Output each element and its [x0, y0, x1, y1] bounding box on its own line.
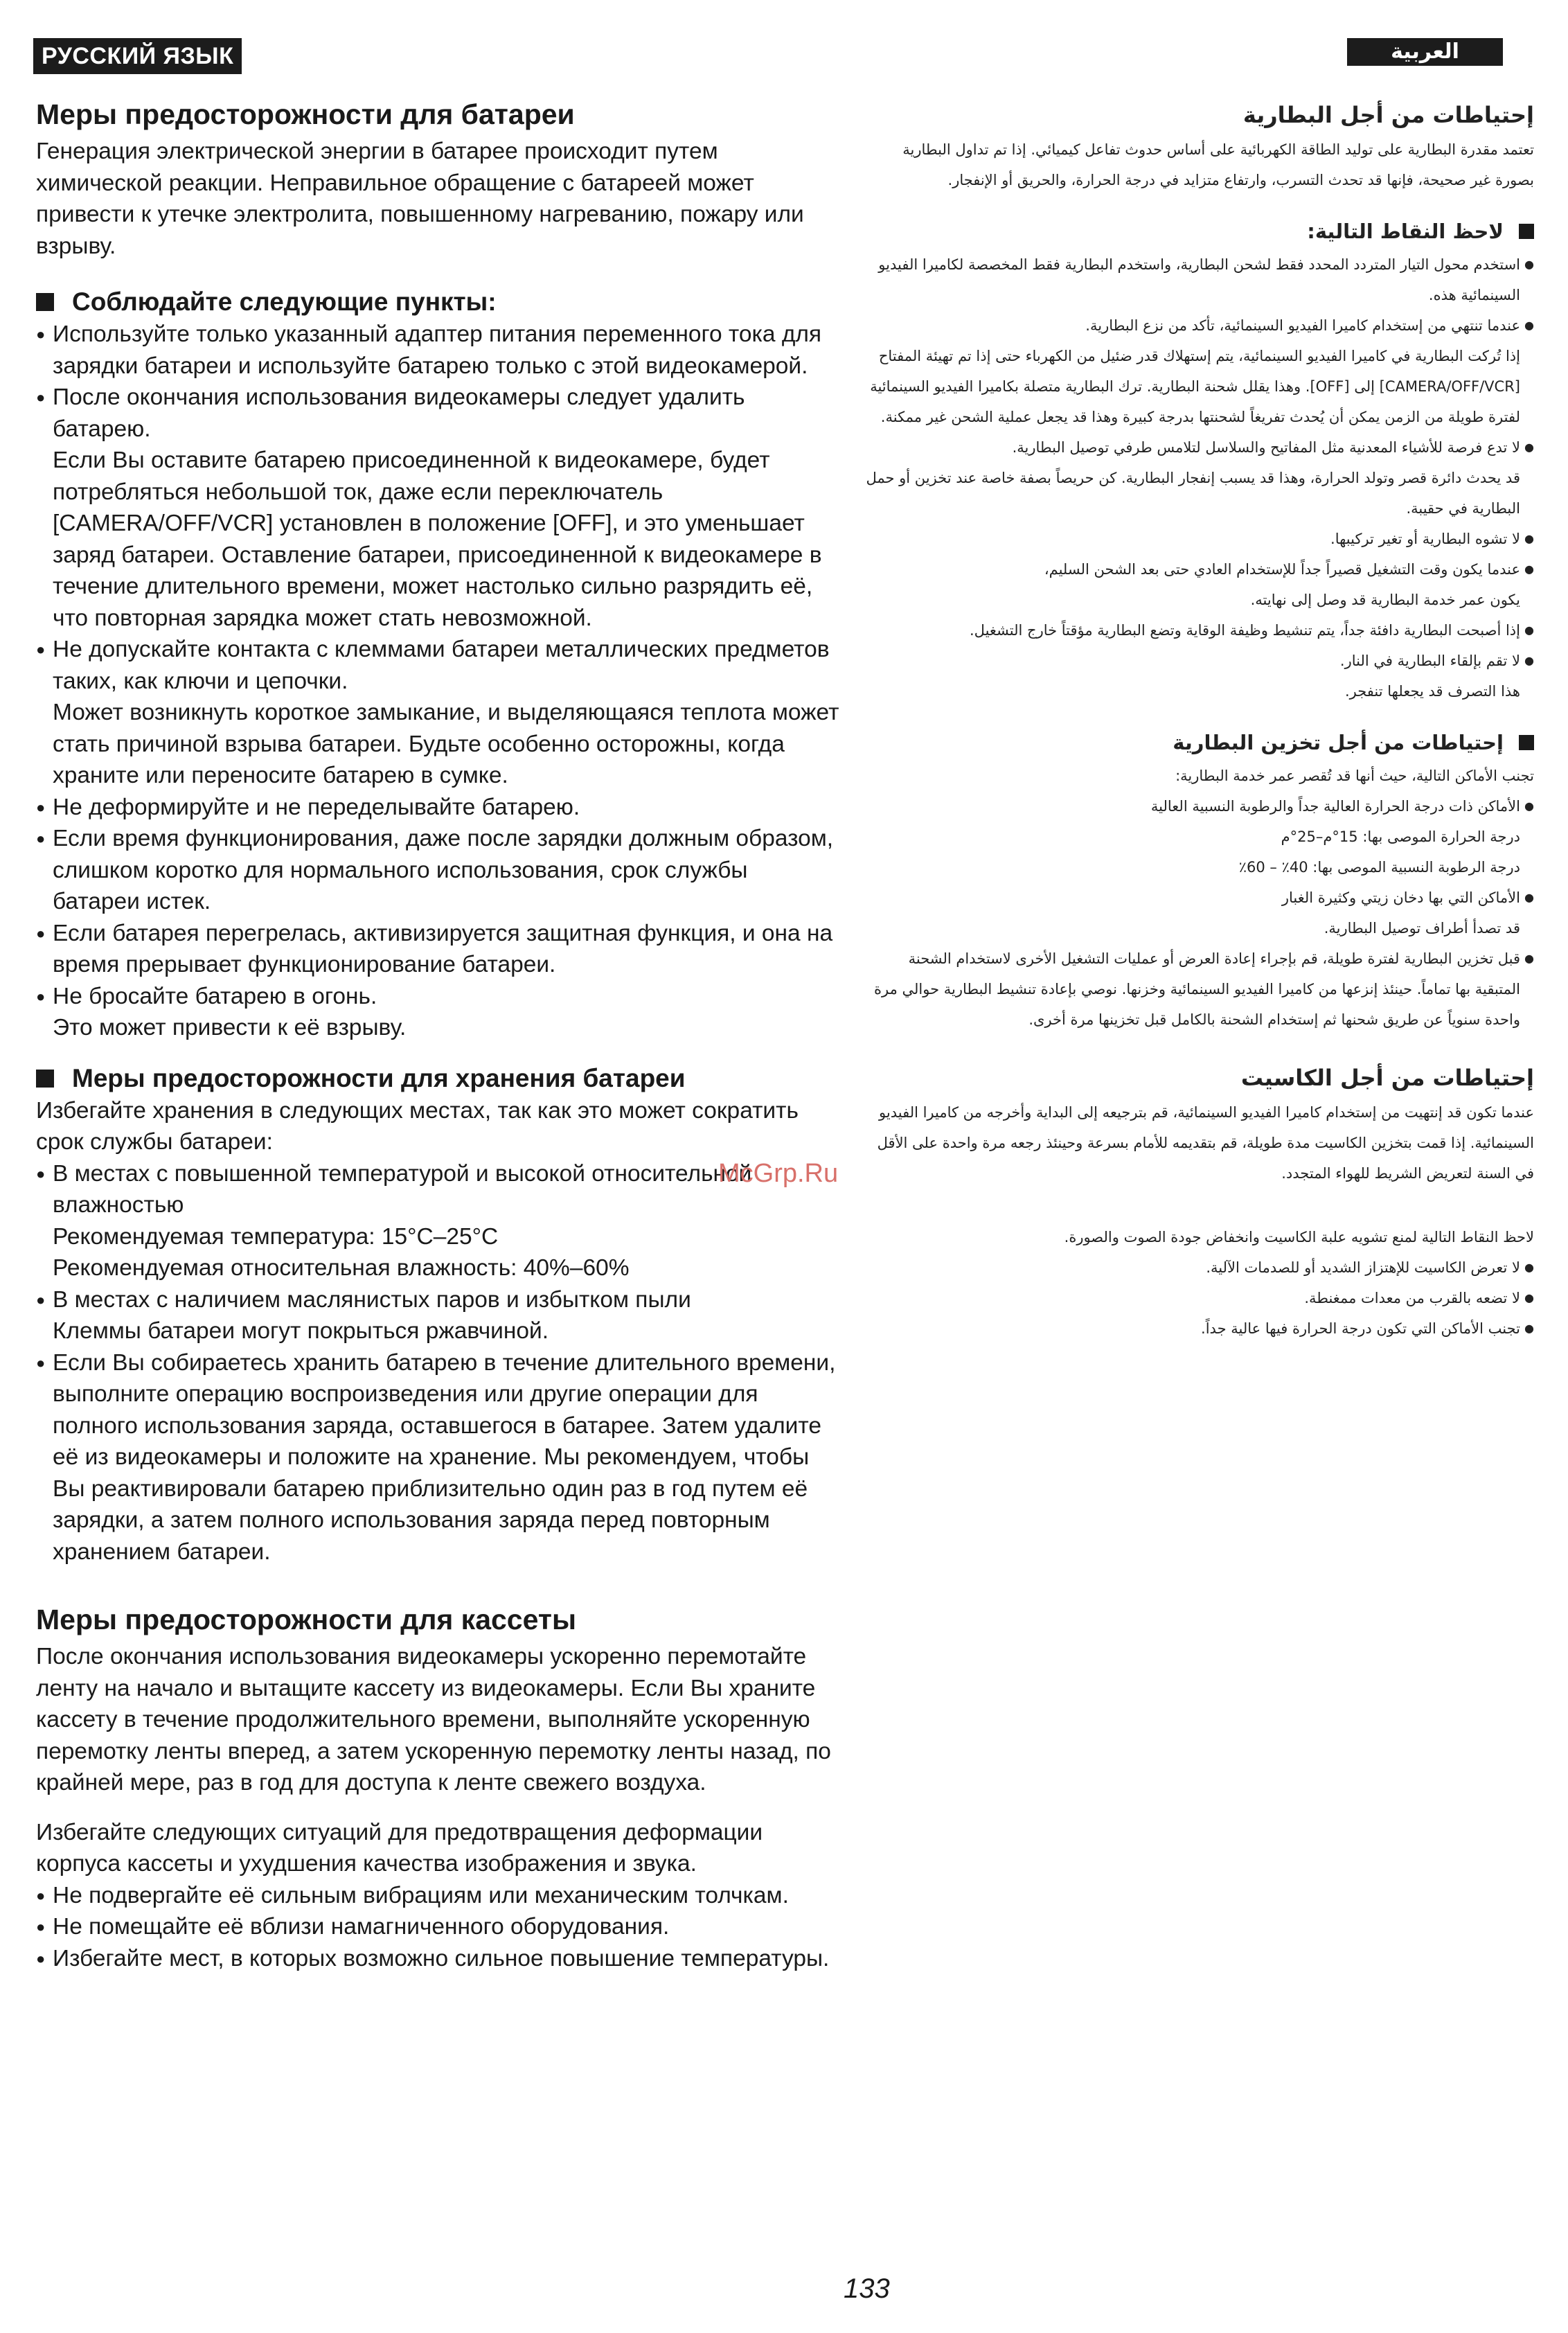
list-item: ● قبل تخزين البطارية لفترة طويلة، قم بإجراء إعادة العرض أو عمليات التشغيل الأخرى لاستخدام الشحنة المتبقية بها تماماً. حينئذ إنزعها من كاميرا الفيديو السينمائية وخزنها. نوصي بإعادة تنشيط البطارية حوالي مرة واحدة سنوياً عن طريق شحنها ثم إستخدام الشحنة بالكامل قبل تخزينها مرة أخرى.	[862, 943, 1534, 1035]
ru-cassette-title: Меры предосторожности для кассеты	[36, 1604, 576, 1635]
list-item: ● لا تشوه البطارية أو تغير تركيبها.	[862, 524, 1534, 554]
list-item: ● لا تضعه بالقرب من معدات ممغنطة.	[862, 1283, 1534, 1313]
ar-storage-heading	[862, 725, 1534, 761]
list-item-note: Если Вы оставите батарею присоединенной к видеокамере, будет потребляться небольшой ток, даже если переключатель [CAMERA/OFF/VCR] установлен в положение [OFF], и это уменьшает заряд батареи. Оставление батареи, присоединенной к видеокамере в течение длительного времени, может настолько сильно разрядить её, что повторная зарядка может стать невозможной.	[53, 447, 822, 631]
list-item: ● В местах с повышенной температурой и высокой относительной влажностью Рекомендуемая температура: 15°C–25°C Рекомендуемая относительная влажность: 40%–60%	[36, 1158, 839, 1284]
ar-cassette-paragraph-1: عندما تكون قد إنتهيت من إستخدام كاميرا الفيديو السينمائية، قم بترجيعه إلى البداية وأخرجه من كاميرا الفيديو السينمائية. إذا قمت بتخزين الكاسيت مدة طويلة، قم بتقديمه للأمام بسرعة وحينئذ رجعه مرة واحدة على الأقل في السنة لتعريض الشريط للهواء المتجدد.	[877, 1104, 1534, 1182]
list-item-note: Это может привести к её взрыву.	[53, 1015, 407, 1040]
ar-cassette-section	[862, 1058, 1534, 1344]
list-item: ● لا تدع فرصة للأشياء المعدنية مثل المفاتيح والسلاسل لتلامس طرفي توصيل البطارية. قد يحدث دائرة قصر وتولد الحرارة، وهذا قد يسبب إنفجار البطارية. كن حريصاً بصفة خاصة عند تخزين أو حمل البطارية في حقيبة.	[862, 432, 1534, 524]
ar-storage-section	[862, 725, 1534, 1035]
list-item: ● استخدم محول التيار المتردد المحدد فقط لشحن البطارية، واستخدم البطارية فقط المخصصة لكاميرا الفيديو السينمائية هذه.	[862, 249, 1534, 310]
ar-battery-intro: تعتمد مقدرة البطارية على توليد الطاقة الكهربائية على أساس حدوث تفاعل كيميائي. إذا تم تداول البطارية بصورة غير صحيحة، فإنها قد تحدث التسرب، وارتفاع متزايد في درجة الحرارة، والحريق أو الإنفجار.	[902, 141, 1534, 188]
square-bullet-icon	[1519, 735, 1534, 750]
ru-observe-heading	[36, 285, 839, 319]
ru-battery-list	[36, 319, 839, 1044]
ru-battery-section	[36, 96, 839, 1044]
ru-storage-section	[36, 1062, 839, 1568]
list-item: ● لا تعرض الكاسيت للإهتزاز الشديد أو للصدمات الآلية.	[862, 1252, 1534, 1283]
ar-cassette-list	[862, 1252, 1534, 1344]
list-item: ● После окончания использования видеокамеры следует удалить батарею. Если Вы оставите батарею присоединенной к видеокамере, будет потребляться небольшой ток, даже если переключатель [CAMERA/OFF/VCR] установлен в положение [OFF], и это уменьшает заряд батареи. Оставление батареи, присоединенной к видеокамере в течение длительного времени, может настолько сильно разрядить её, что повторная зарядка может стать невозможной.	[36, 382, 839, 634]
list-item: ● إذا أصبحت البطارية دافئة جداً، يتم تنشيط وظيفة الوقاية وتضع البطارية مؤقتاً خارج التشغيل.	[862, 615, 1534, 646]
ru-storage-intro: Избегайте хранения в следующих местах, так как это может сократить срок службы батареи:	[36, 1097, 799, 1155]
ru-cassette-paragraph-2: Избегайте следующих ситуаций для предотвращения деформации корпуса кассеты и ухудшения качества изображения и звука.	[36, 1819, 763, 1877]
list-item: ● Не деформируйте и не переделывайте батарею.	[36, 792, 839, 824]
russian-column	[36, 96, 839, 1974]
ar-observe-title: لاحظ النقاط التالية:	[1307, 220, 1504, 243]
language-tab-arabic: العربية	[1347, 38, 1503, 66]
list-item: ● Не помещайте её вблизи намагниченного оборудования.	[36, 1911, 839, 1943]
ru-battery-title: Меры предосторожности для батареи	[36, 98, 575, 130]
recommended-humidity: درجة الرطوبة النسبية الموصى بها: 40٪ – 60٪	[1238, 859, 1520, 876]
list-item: ● В местах с наличием маслянистых паров и избытком пыли Клеммы батареи могут покрыться ржавчиной.	[36, 1284, 839, 1347]
list-item: ● Если Вы собираетесь хранить батарею в течение длительного времени, выполните операцию воспроизведения или другие операции для полного использования заряда, оставшегося в батарее. Затем удалите её из видеокамеры и положите на хранение. Мы рекомендуем, чтобы Вы реактивировали батарею приблизительно один раз в год путем её зарядки, а затем полного использования заряда перед повторным хранением батареи.	[36, 1347, 839, 1568]
list-item-note: قد تصدأ أطراف توصيل البطارية.	[1324, 920, 1520, 937]
ar-battery-section	[862, 96, 1534, 707]
list-item-note: هذا التصرف قد يجعلها تنفجر.	[1344, 683, 1520, 700]
ru-cassette-section	[36, 1601, 839, 1974]
list-item: ● الأماكن ذات درجة الحرارة العالية جداً والرطوبة النسبية العالية درجة الحرارة الموصى بها: 15°م–25°م درجة الرطوبة النسبية الموصى بها: 40٪ – 60٪	[862, 791, 1534, 882]
ar-cassette-paragraph-2: لاحظ النقاط التالية لمنع تشويه علبة الكاسيت وانخفاض جودة الصوت والصورة.	[1064, 1229, 1534, 1245]
ru-cassette-paragraph-1: После окончания использования видеокамеры ускоренно перемотайте ленту на начало и вытащите кассету из видеокамеры. Если Вы храните кассету в течение продолжительного времени, выполняйте ускоренную перемотку ленты вперед, а затем ускоренную перемотку ленты назад, по крайней мере, раз в год для доступа к ленте свежего воздуха.	[36, 1644, 831, 1795]
list-item: ● عندما تنتهي من إستخدام كاميرا الفيديو السينمائية، تأكد من نزع البطارية. إذا تُركت البطارية في كاميرا الفيديو السينمائية، يتم إستهلاك قدر ضئيل من الكهرباء حتى إذا تم تهيئة المفتاح [CAMERA/OFF/VCR] إلى [OFF]. وهذا يقلل شحنة البطارية. ترك البطارية متصلة بكاميرا الفيديو السينمائية لفترة طويلة من الزمن يمكن أن يُحدث تفريغاً لشحنتها بدرجة كبيرة وهذا قد يجعل عملية الشحن غير ممكنة.	[862, 310, 1534, 432]
recommended-temperature: درجة الحرارة الموصى بها: 15°م–25°م	[1281, 828, 1520, 845]
ru-cassette-list	[36, 1880, 839, 1975]
list-item: ● Если время функционирования, даже после зарядки должным образом, слишком коротко для нормального использования, срок службы батареи истек.	[36, 823, 839, 918]
square-bullet-icon	[36, 293, 54, 311]
list-item: ● لا تقم بإلقاء البطارية في النار. هذا التصرف قد يجعلها تنفجر.	[862, 646, 1534, 707]
recommended-temperature: Рекомендуемая температура: 15°C–25°C	[53, 1223, 499, 1250]
page-number: 133	[844, 2273, 890, 2304]
ru-observe-title: Соблюдайте следующие пункты:	[72, 287, 497, 316]
watermark: McGrp.Ru	[718, 1159, 839, 1188]
ru-storage-title: Меры предосторожности для хранения батареи	[72, 1063, 686, 1092]
ar-cassette-title: إحتياطات من أجل الكاسيت	[1240, 1065, 1534, 1091]
list-item: ● Не подвергайте её сильным вибрациям или механическим толчкам.	[36, 1880, 839, 1912]
ru-storage-list	[36, 1158, 839, 1568]
ru-storage-heading	[36, 1062, 839, 1095]
list-item: ● عندما يكون وقت التشغيل قصيراً جداً للإستخدام العادي حتى بعد الشحن السليم، يكون عمر خدمة البطارية قد وصل إلى نهايته.	[862, 554, 1534, 615]
square-bullet-icon	[1519, 224, 1534, 239]
list-item: ● Избегайте мест, в которых возможно сильное повышение температуры.	[36, 1943, 839, 1975]
list-item: ● Не допускайте контакта с клеммами батареи металлических предметов таких, как ключи и цепочки. Может возникнуть короткое замыкание, и выделяющаяся теплота может стать причиной взрыва батареи. Будьте особенно осторожны, когда храните или переносите батарею в сумке.	[36, 634, 839, 792]
ar-battery-title: إحتياطات من أجل البطارية	[1242, 102, 1534, 128]
list-item: ● الأماكن التي بها دخان زيتي وكثيرة الغبار قد تصدأ أطراف توصيل البطارية.	[862, 882, 1534, 943]
ar-storage-intro: تجنب الأماكن التالية، حيث أنها قد تُقصر عمر خدمة البطارية:	[1175, 768, 1534, 784]
ar-observe-heading	[862, 213, 1534, 249]
ar-storage-list	[862, 791, 1534, 1035]
ru-battery-intro: Генерация электрической энергии в батарее происходит путем химической реакции. Неправильное обращение с батареей может привести к утечке электролита, повышенному нагреванию, пожару или взрыву.	[36, 139, 804, 259]
recommended-humidity: Рекомендуемая относительная влажность: 40%–60%	[53, 1255, 630, 1281]
list-item: ● Если батарея перегрелась, активизируется защитная функция, и она на время прерывает функционирование батареи.	[36, 918, 839, 981]
list-item: ● Используйте только указанный адаптер питания переменного тока для зарядки батареи и используйте батарею только с этой видеокамерой.	[36, 319, 839, 382]
list-item-note: إذا تُركت البطارية في كاميرا الفيديو السينمائية، يتم إستهلاك قدر ضئيل من الكهرباء حتى إذا تم تهيئة المفتاح [CAMERA/OFF/VCR] إلى [OFF]. وهذا يقلل شحنة البطارية. ترك البطارية متصلة بكاميرا الفيديو السينمائية لفترة طويلة من الزمن يمكن أن يُحدث تفريغاً لشحنتها بدرجة كبيرة وهذا قد يجعل عملية الشحن غير ممكنة.	[870, 348, 1520, 425]
list-item-note: Может возникнуть короткое замыкание, и выделяющаяся теплота может стать причиной взрыва батареи. Будьте особенно осторожны, когда храните или переносите батарею в сумке.	[53, 700, 839, 788]
ar-storage-title: إحتياطات من أجل تخزين البطارية	[1173, 731, 1504, 754]
list-item-note: قد يحدث دائرة قصر وتولد الحرارة، وهذا قد يسبب إنفجار البطارية. كن حريصاً بصفة خاصة عند تخزين أو حمل البطارية في حقيبة.	[866, 470, 1520, 517]
list-item-note: Клеммы батареи могут покрыться ржавчиной.	[53, 1318, 549, 1344]
arabic-column	[862, 96, 1534, 1344]
square-bullet-icon	[36, 1070, 54, 1088]
list-item-note: يكون عمر خدمة البطارية قد وصل إلى نهايته.	[1250, 592, 1520, 608]
list-item: ● تجنب الأماكن التي تكون درجة الحرارة فيها عالية جداً.	[862, 1313, 1534, 1344]
list-item: ● Не бросайте батарею в огонь. Это может привести к её взрыву.	[36, 981, 839, 1044]
ar-battery-list	[862, 249, 1534, 707]
language-tab-russian: РУССКИЙ ЯЗЫК	[33, 38, 242, 74]
